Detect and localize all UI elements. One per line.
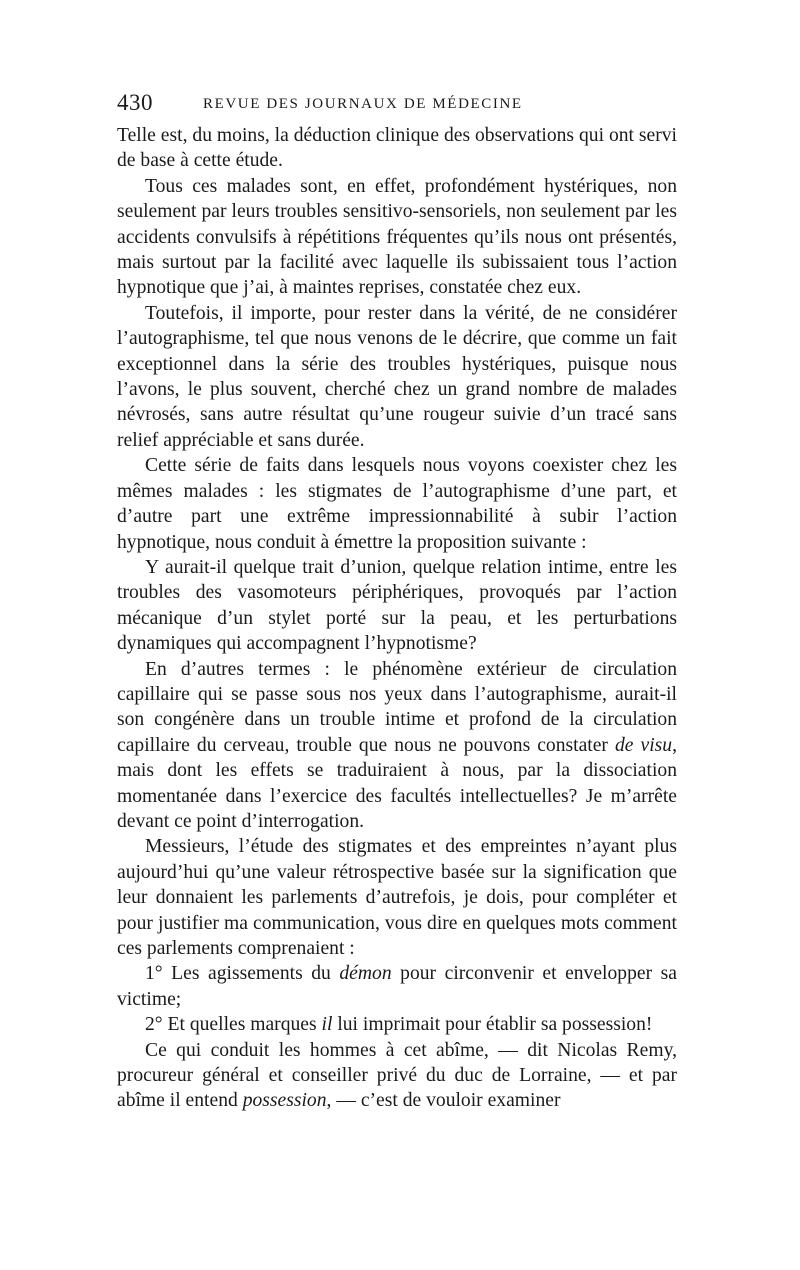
list-item-2-text-b: lui imprimait pour établir sa possession! [332, 1014, 653, 1036]
paragraph-4: Cette série de faits dans lesquels nous voyons coexister chez les mêmes malades : les stigmates de l’autographisme d’une part, et d’autre part une extrême impressionnabilité à subir l’action hypnotique, nous conduit à émettre la proposition suivante : [117, 455, 677, 553]
paragraph-6-text-b: , mais dont les effets se traduiraient à nous, par la dissociation momentanée dans l’exercice des facultés intellectuelles? Je m’arrête devant ce point d’interrogation. [117, 734, 677, 832]
paragraph-6 [117, 657, 677, 835]
paragraph-7: Messieurs, l’étude des stigmates et des empreintes n’ayant plus aujourd’hui qu’une valeur rétrospective basée sur la signification que leur donnaient les parlements d’autrefois, je dois, pour compléter et pour justifier ma communication, vous dire en quelques mots comment ces parlements comprenaient : [117, 836, 677, 959]
paragraph-8 [117, 1038, 677, 1114]
list-item-2-text-a: 2° Et quelles marques [145, 1014, 322, 1036]
paragraph-8-text-b: , — c’est de vouloir examiner [326, 1090, 561, 1112]
list-item-2 [117, 1012, 677, 1037]
list-item-1-italic: démon [339, 963, 392, 985]
paragraph-2: Tous ces malades sont, en effet, profondément hystériques, non seulement par leurs troubles sensitivo-sensoriels, non seulement par les accidents convulsifs à répétitions fréquentes qu’ils nous ont présentés, mais surtout par la facilité avec laquelle ils subissaient tous l’action hypnotique que j’ai, à maintes reprises, constatée chez eux. [117, 175, 677, 299]
page-number: 430 [117, 90, 153, 115]
list-item-1-text-a: 1° Les agissements du [145, 963, 340, 985]
list-item-1-text-b: pour circonvenir et envelopper sa victime; [117, 963, 677, 1010]
paragraph-6-italic: de visu [615, 734, 673, 756]
list-item-2-italic: il [321, 1014, 333, 1036]
list-item-1 [117, 961, 677, 1012]
journal-title: REVUE DES JOURNAUX DE MÉDECINE [203, 96, 523, 112]
paragraph-5: Y aurait-il quelque trait d’union, quelque relation intime, entre les troubles des vasomoteurs périphériques, provoqués par l’action mécanique d’un stylet porté sur la peau, et les perturbations dynamiques qui accompagnent l’hypnotisme? [117, 556, 677, 655]
paragraph-8-italic: possession [242, 1090, 327, 1112]
paragraph-3: Toutefois, il importe, pour rester dans la vérité, de ne considérer l’autographisme, tel que nous venons de le décrire, que comme un fait exceptionnel dans la série des troubles hystériques, puisque nous l’avons, le plus souvent, cherché chez un grand nombre de malades névrosés, sans autre résultat qu’une rougeur suivie d’un tracé sans relief appréciable et sans durée. [117, 302, 677, 451]
paragraph-1: Telle est, du moins, la déduction clinique des observations qui ont servi de base à cette étude. [117, 125, 677, 172]
paragraph-8-text-a: Ce qui conduit les hommes à cet abîme, — dit Nicolas Remy, procureur général et conseiller privé du duc de Lorraine, — et par abîme il entend [117, 1039, 677, 1112]
body-text [117, 123, 677, 1114]
running-head [117, 88, 677, 118]
paragraph-6-text-a: En d’autres termes : le phénomène extérieur de circulation capillaire qui se passe sous nos yeux dans l’autographisme, aurait-il son congénère dans un trouble intime et profond de la circulation capillaire du cerveau, trouble que nous ne pouvons constater [117, 658, 677, 756]
